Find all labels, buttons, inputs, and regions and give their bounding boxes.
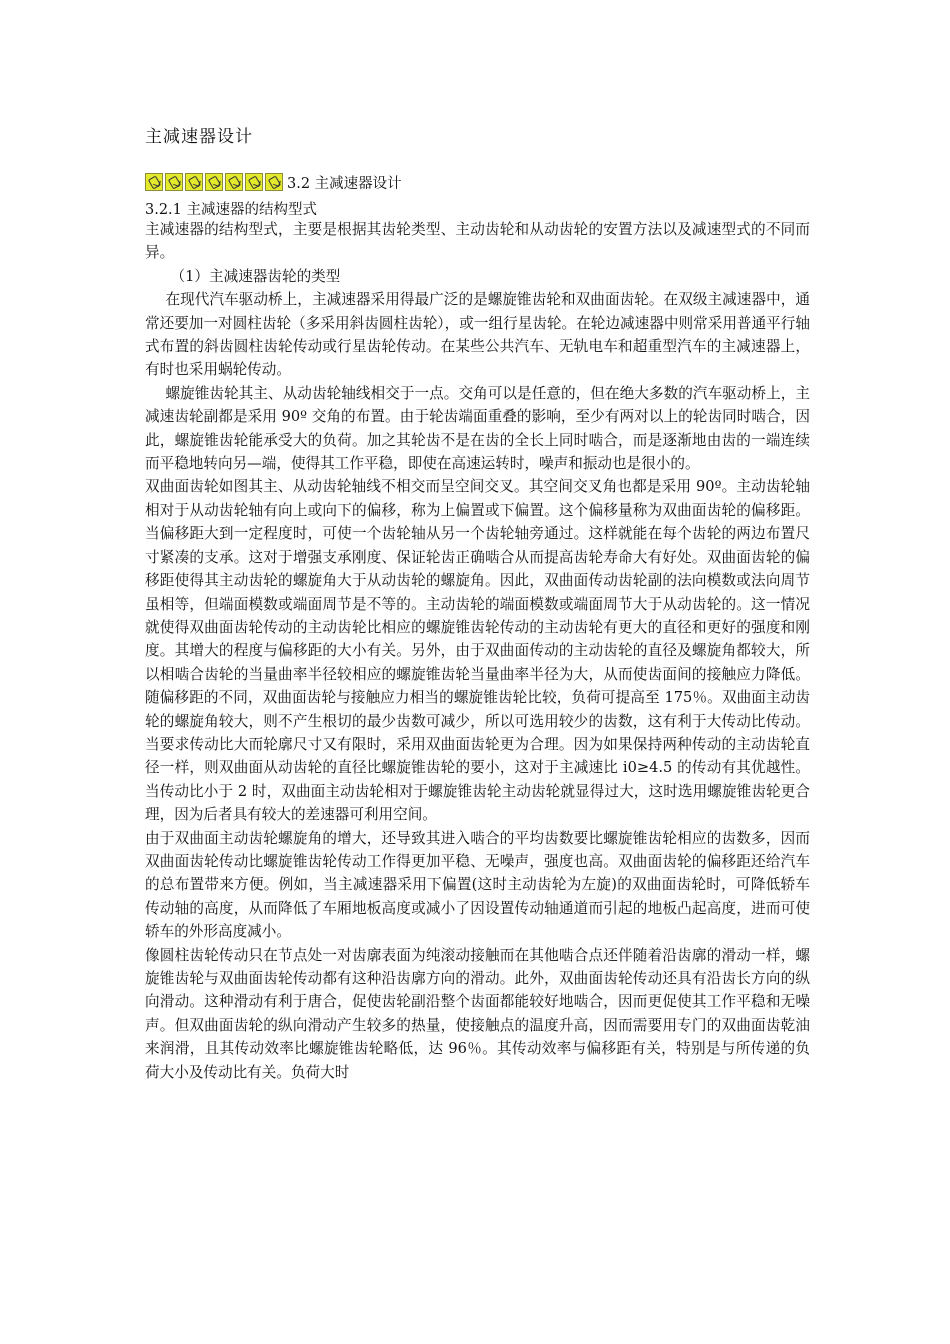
link-icon[interactable] bbox=[145, 173, 163, 191]
link-icon[interactable] bbox=[185, 173, 203, 191]
link-icon[interactable] bbox=[265, 173, 283, 191]
paragraph: 像圆柱齿轮传动只在节点处一对齿廓表面为纯滚动接触而在其他啮合点还伴随着沿齿廓的滑动一样，螺旋锥齿轮与双曲面齿轮传动都有这种沿齿廓方向的滑动。此外，双曲面齿轮传动还具有沿齿长方向的纵向滑动。这种滑动有利于唐合，促使齿轮副沿整个齿面都能较好地啮合，因而更促使其工作平稳和无噪声。但双曲面齿轮的纵向滑动产生较多的热量，使接触点的温度升高，因而需要用专门的双曲面齿乾油来润滑，且其传动效率比螺旋锥齿轮略低，达 96％。其传动效率与偏移距有关，特别是与所传递的负荷大小及传动比有关。负荷大时 bbox=[145, 946, 810, 1081]
paragraph: 螺旋锥齿轮其主、从动齿轮轴线相交于一点。交角可以是任意的，但在绝大多数的汽车驱动桥上，主减速齿轮副都是采用 90º 交角的布置。由于轮齿端面重叠的影响，至少有两对以上的轮齿同时啮合，因此，螺旋锥齿轮能承受大的负荷。加之其轮齿不是在齿的全长上同时啮合，而是逐渐地由齿的一端连续而平稳地转向另—端，使得其工作平稳，即使在高速运转时，噪声和振动也是很小的。 bbox=[145, 384, 810, 473]
paragraph: 双曲面齿轮如图其主、从动齿轮轴线不相交而呈空间交叉。其空间交叉角也都是采用 90º。主动齿轮轴相对于从动齿轮轴有向上或向下的偏移，称为上偏置或下偏置。这个偏移量称为双曲面齿轮的偏移距。当偏移距大到一定程度时，可使一个齿轮轴从另一个齿轮轴旁通过。这样就能在每个齿轮的两边布置尺寸紧凑的支承。这对于增强支承刚度、保证轮齿正确啮合从而提高齿轮寿命大有好处。双曲面齿轮的偏移距使得其主动齿轮的螺旋角大于从动齿轮的螺旋角。因此，双曲面传动齿轮副的法向模数或法向周节虽相等，但端面模数或端面周节是不等的。主动齿轮的端面模数或端面周节大于从动齿轮的。这一情况就使得双曲面齿轮传动的主动齿轮比相应的螺旋锥齿轮传动的主动齿轮有更大的直径和更好的强度和刚度。其增大的程度与偏移距的大小有关。另外，由于双曲面传动的主动齿轮的直径及螺旋角都较大，所以相啮合齿轮的当量曲率半径较相应的螺旋锥齿轮当量曲率半径为大，从而使齿面间的接触应力降低。随偏移距的不同，双曲面齿轮与接触应力相当的螺旋锥齿轮比较，负荷可提高至 175％。双曲面主动齿轮的螺旋角较大，则不产生根切的最少齿数可减少，所以可选用较少的齿数，这有利于大传动比传动。当要求传动比大而轮廓尺寸又有限时，采用双曲面齿轮更为合理。因为如果保持两种传动的主动齿轮直径一样，则双曲面从动齿轮的直径比螺旋锥齿轮的要小，这对于主减速比 i0≥4.5 的传动有其优越性。当传动比小于 2 时，双曲面主动齿轮相对于螺旋锥齿轮主动齿轮就显得过大，这时选用螺旋锥齿轮更合理，因为后者具有较大的差速器可利用空间。 bbox=[145, 478, 810, 824]
subsection-heading: 3.2.1 主减速器的结构型式 bbox=[145, 202, 318, 218]
link-icon[interactable] bbox=[205, 173, 223, 191]
document-body bbox=[145, 218, 810, 1084]
section-heading: 3.2 主减速器设计 bbox=[287, 175, 402, 192]
link-icon-strip bbox=[145, 173, 285, 191]
document-title: 主减速器设计 bbox=[145, 127, 253, 147]
paragraph-intro: 主减速器的结构型式，主要是根据其齿轮类型、主动齿轮和从动齿轮的安置方法以及减速型式的不同而异。 bbox=[145, 221, 810, 262]
section-heading-row bbox=[145, 172, 402, 192]
link-icon[interactable] bbox=[225, 173, 243, 191]
link-icon[interactable] bbox=[245, 173, 263, 191]
paragraph: 由于双曲面主动齿轮螺旋角的增大，还导致其进入啮合的平均齿数要比螺旋锥齿轮相应的齿数多，因而双曲面齿轮传动比螺旋锥齿轮传动工作得更加平稳、无噪声，强度也高。双曲面齿轮的偏移距还给汽车的总布置带来方便。例如，当主减速器采用下偏置(这时主动齿轮为左旋)的双曲面齿轮时，可降低轿车传动轴的高度，从而降低了车厢地板高度或减小了因设置传动轴通道而引起的地板凸起高度，进而可使轿车的外形高度减小。 bbox=[145, 829, 810, 941]
link-icon[interactable] bbox=[165, 173, 183, 191]
list-item-heading: （1）主减速器齿轮的类型 bbox=[170, 267, 341, 285]
paragraph: 在现代汽车驱动桥上，主减速器采用得最广泛的是螺旋锥齿轮和双曲面齿轮。在双级主减速器中，通常还要加一对圆柱齿轮（多采用斜齿圆柱齿轮），或一组行星齿轮。在轮边减速器中则常采用普通平行轴式布置的斜齿圆柱齿轮传动或行星齿轮传动。在某些公共汽车、无轨电车和超重型汽车的主减速器上，有时也采用蜗轮传动。 bbox=[145, 291, 810, 379]
